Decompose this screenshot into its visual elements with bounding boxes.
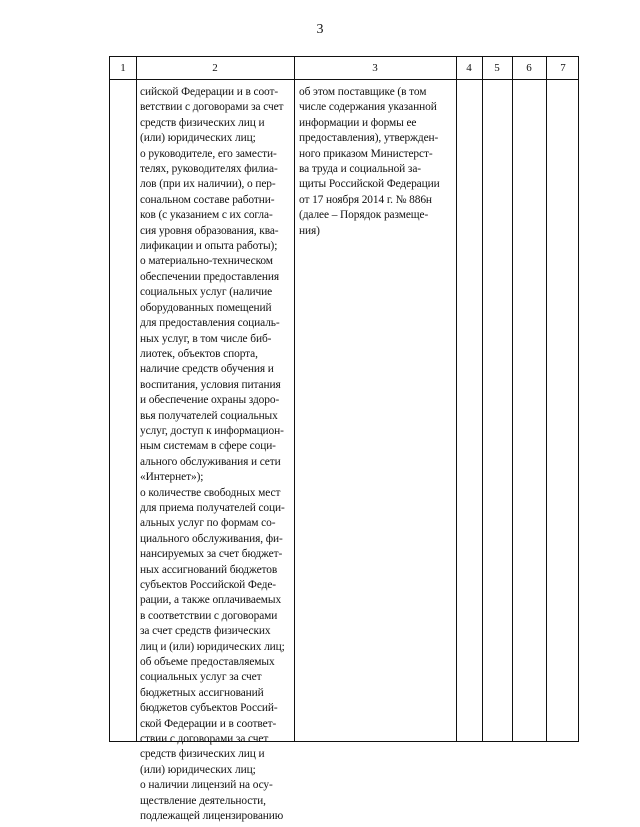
text-line: информации и формы ее: [299, 116, 417, 129]
header-col-4: 4: [466, 62, 472, 74]
text-line: субъектов Российской Феде-: [140, 579, 276, 591]
text-line: циального обслуживания, фи-: [140, 532, 283, 545]
text-line: телях, руководителях филиа-: [140, 163, 278, 176]
text-line: числе содержания указанной: [299, 101, 437, 114]
text-line: бюджетных ассигнований: [140, 686, 264, 699]
text-line: наличие средств обучения и: [140, 363, 274, 376]
text-line: сональном составе работни-: [140, 193, 275, 206]
text-line: ствии с договорами за счет: [140, 733, 269, 746]
page-number: 3: [316, 22, 324, 37]
text-line: ных услуг, в том числе биб-: [140, 332, 272, 345]
text-line: ального обслуживания и сети: [140, 455, 281, 468]
table-body-row: [110, 79, 578, 823]
text-line: (или) юридических лиц;: [140, 763, 256, 776]
cell-col-2-text: [140, 85, 285, 825]
text-line: бюджетов субъектов Россий-: [140, 702, 278, 715]
text-line: ния): [299, 224, 320, 237]
text-line: услуг, доступ к информацион-: [140, 424, 284, 437]
text-line: средств физических лиц и: [140, 116, 265, 129]
header-col-3: 3: [372, 62, 378, 74]
text-line: оборудованных помещений: [140, 301, 272, 314]
header-col-2: 2: [212, 62, 218, 74]
text-line: от 17 ноября 2014 г. № 886н: [299, 193, 432, 206]
text-line: вья получателей социальных: [140, 409, 278, 422]
text-line: ской Федерации и в соответ-: [140, 717, 277, 730]
text-line: средств физических лиц и: [140, 748, 265, 761]
text-line: сия уровня образования, ква-: [140, 224, 279, 237]
text-line: лиотек, объектов спорта,: [140, 347, 258, 360]
cell-col-3-text: [299, 85, 440, 239]
text-line: ва труда и социальной за-: [299, 163, 421, 176]
text-line: (или) юридических лиц;: [140, 132, 256, 145]
text-line: социальных услуг (наличие: [140, 286, 273, 299]
text-line: альных услуг по формам со-: [140, 517, 276, 530]
text-line: подлежащей лицензированию: [140, 810, 284, 823]
text-line: для приема получателей соци-: [140, 501, 285, 514]
header-col-5: 5: [494, 62, 500, 74]
text-line: «Интернет»);: [140, 471, 204, 484]
text-line: о руководителе, его замести-: [140, 147, 277, 160]
text-line: за счет средств физических: [140, 625, 271, 638]
text-line: и обеспечение охраны здоро-: [140, 394, 280, 407]
text-line: ков (с указанием с их согла-: [140, 209, 273, 222]
text-line: ществление деятельности,: [140, 794, 266, 807]
text-line: лов (при их наличии), о пер-: [140, 178, 276, 191]
text-line: об объеме предоставляемых: [140, 656, 275, 669]
text-line: для предоставления социаль-: [140, 317, 280, 330]
text-line: щиты Российской Федерации: [299, 178, 440, 191]
header-col-1: 1: [120, 62, 126, 74]
text-line: ным системам в сфере соци-: [140, 440, 276, 453]
text-line: об этом поставщике (в том: [299, 86, 427, 98]
text-line: нансируемых за счет бюджет-: [140, 548, 283, 561]
text-line: лиц и (или) юридических лиц;: [140, 640, 285, 653]
text-line: о количестве свободных мест: [140, 486, 281, 499]
header-col-7: 7: [560, 62, 566, 74]
text-line: социальных услуг за счет: [140, 671, 262, 684]
text-line: воспитания, условия питания: [140, 378, 281, 391]
document-table: [109, 56, 579, 823]
text-line: ных ассигнований бюджетов: [140, 563, 278, 576]
text-line: лификации и опыта работы);: [140, 240, 278, 253]
text-line: предоставления), утвержден-: [299, 132, 439, 145]
text-line: о наличии лицензий на осу-: [140, 779, 273, 792]
header-col-6: 6: [526, 62, 532, 74]
text-line: обеспечении предоставления: [140, 270, 280, 283]
text-line: рации, а также оплачиваемых: [140, 594, 282, 607]
text-line: о материально-техническом: [140, 255, 273, 268]
text-line: ного приказом Министерст-: [299, 147, 433, 160]
text-line: в соответствии с договорами: [140, 609, 278, 622]
text-line: сийской Федерации и в соот-: [140, 86, 279, 98]
text-line: ветствии с договорами за счет: [140, 101, 284, 114]
text-line: (далее – Порядок размеще-: [299, 209, 429, 222]
